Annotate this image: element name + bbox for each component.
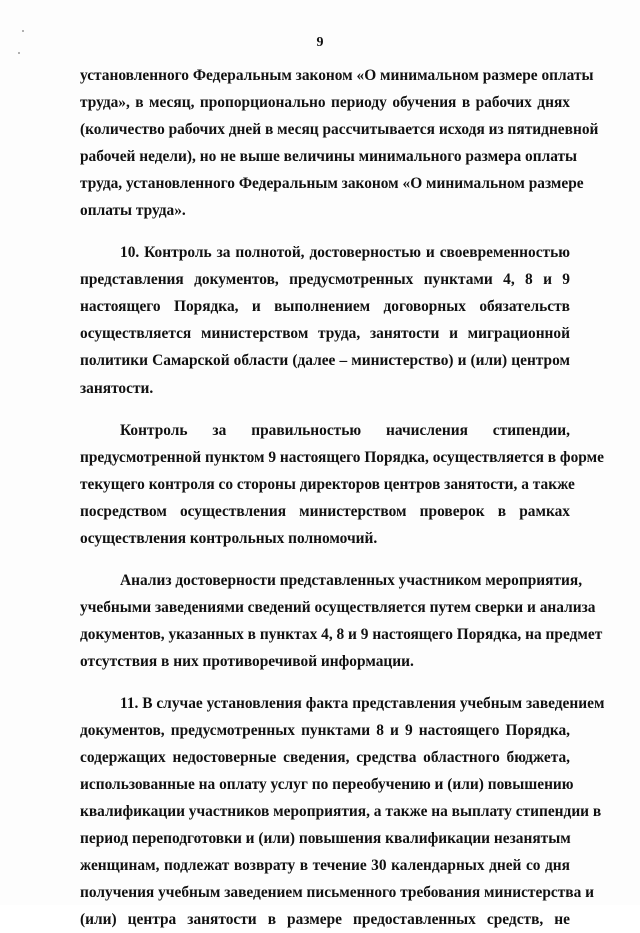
text-line: настоящего Порядка, и выполнением договорных обязательств — [80, 298, 570, 316]
text-line: представления документов, предусмотренных пунктами 4, 8 и 9 — [80, 271, 570, 289]
text-line: использованные на оплату услуг по переобучению и (или) повышению — [80, 776, 574, 794]
text-line: осуществляется министерством труда, занятости и миграционной — [80, 325, 570, 343]
text-line: Анализ достоверности представленных участником мероприятия, — [120, 571, 583, 589]
scan-speck — [18, 52, 20, 54]
page-number: 9 — [316, 35, 324, 50]
text-line: Контроль за правильностью начисления стипендии, — [120, 421, 570, 439]
scan-speck — [22, 30, 24, 32]
text-line: рабочей недели), но не выше величины минимального размера оплаты — [80, 148, 578, 166]
text-line: документов, указанных в пунктах 4, 8 и 9 настоящего Порядка, на предмет — [80, 625, 603, 643]
text-line: (или) центра занятости в размере предоставленных средств, не — [80, 911, 570, 929]
paragraph-control — [80, 417, 604, 552]
text-line: учебными заведениями сведений осуществляется путем сверки и анализа — [80, 598, 596, 616]
text-line: оплаты труда». — [80, 202, 186, 220]
text-line: женщинам, подлежат возврату в течение 30 календарных дней со дня — [80, 857, 570, 875]
paragraph-11 — [80, 690, 605, 933]
text-line: отсутствия в них противоречивой информации. — [80, 652, 414, 670]
text-line: получения учебным заведением письменного требования министерства и — [80, 884, 594, 902]
text-line: период переподготовки и (или) повышения квалификации незанятым — [80, 830, 571, 848]
text-line: политики Самарской области (далее – министерство) и (или) центром — [80, 352, 570, 370]
paragraph-10 — [80, 239, 570, 401]
text-line: занятости. — [80, 379, 154, 397]
text-line: труда», в месяц, пропорционально периоду обучения в рабочих днях — [80, 94, 570, 112]
paragraph — [80, 62, 599, 224]
text-line: труда, установленного Федеральным законом «О минимальном размере — [80, 175, 584, 193]
text-line: текущего контроля со стороны директоров центров занятости, а также — [80, 475, 575, 493]
text-line: квалификации участников мероприятия, а также на выплату стипендии в — [80, 803, 602, 821]
document-body — [80, 62, 605, 933]
paragraph-analysis — [80, 567, 603, 675]
text-line: документов, предусмотренных пунктами 8 и 9 настоящего Порядка, — [80, 722, 570, 740]
text-line: предусмотренной пунктом 9 настоящего Порядка, осуществляется в форме — [80, 448, 604, 466]
text-line: посредством осуществления министерством проверок в рамках — [80, 502, 570, 520]
text-line: установленного Федеральным законом «О минимальном размере оплаты — [80, 67, 594, 84]
text-line: 10. Контроль за полнотой, достоверностью и своевременностью — [120, 244, 570, 262]
text-line: осуществления контрольных полномочий. — [80, 529, 378, 547]
text-line: содержащих недостоверные сведения, средства областного бюджета, — [80, 749, 570, 767]
text-line: 11. В случае установления факта представления учебным заведением — [120, 694, 605, 712]
text-line: (количество рабочих дней в месяц рассчитывается исходя из пятидневной — [80, 121, 599, 139]
